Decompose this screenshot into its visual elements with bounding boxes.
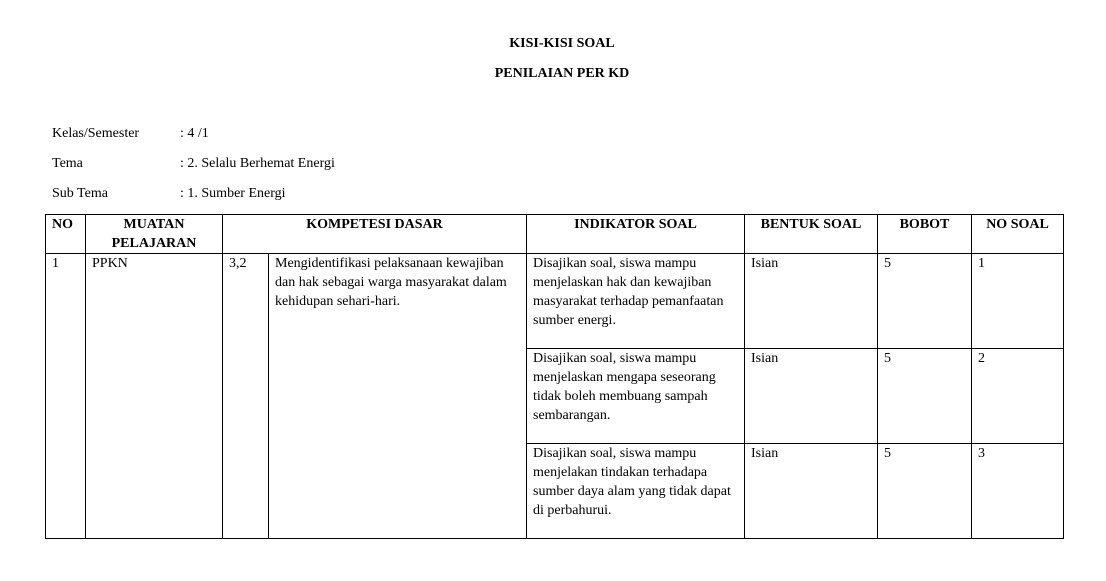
cell-indikator: Disajikan soal, siswa mampu menjelaskan mengapa seseorang tidak boleh membuang sampah sembarangan.: [527, 349, 745, 444]
col-header-bentuk: BENTUK SOAL: [745, 215, 878, 254]
kisi-table: [45, 214, 1064, 539]
cell-muatan: PPKN: [86, 254, 223, 539]
document-title: KISI-KISI SOAL: [509, 36, 615, 51]
cell-no-soal: 1: [972, 254, 1064, 349]
document-subtitle: PENILAIAN PER KD: [494, 66, 630, 81]
cell-bobot: 5: [878, 444, 972, 539]
cell-indikator: Disajikan soal, siswa mampu menjelaskan hak dan kewajiban masyarakat terhadap pemanfaatan sumber energi.: [527, 254, 745, 349]
meta-label-subtema: Sub Tema: [52, 186, 108, 201]
cell-no-soal: 3: [972, 444, 1064, 539]
meta-value-tema: : 2. Selalu Berhemat Energi: [180, 156, 335, 171]
meta-label-kelas: Kelas/Semester: [52, 126, 140, 141]
col-header-muatan: MUATAN PELAJARAN: [86, 215, 223, 254]
cell-bentuk: Isian: [745, 444, 878, 539]
meta-label-tema: Tema: [52, 156, 83, 171]
col-header-no-soal: NO SOAL: [972, 215, 1064, 254]
col-header-indikator: INDIKATOR SOAL: [527, 215, 745, 254]
meta-value-kelas: : 4 /1: [180, 126, 209, 141]
cell-indikator: Disajikan soal, siswa mampu menjelakan tindakan terhadapa sumber daya alam yang tidak dapat di perbahurui.: [527, 444, 745, 539]
cell-bentuk: Isian: [745, 349, 878, 444]
cell-bobot: 5: [878, 254, 972, 349]
cell-no-soal: 2: [972, 349, 1064, 444]
table-row: [46, 254, 1064, 349]
cell-kd-text: Mengidentifikasi pelaksanaan kewajiban dan hak sebagai warga masyarakat dalam kehidupan sehari-hari.: [269, 254, 527, 539]
table-header-row: [46, 215, 1064, 254]
cell-bobot: 5: [878, 349, 972, 444]
col-header-kd: KOMPETESI DASAR: [223, 215, 527, 254]
cell-kd-number: 3,2: [223, 254, 269, 539]
cell-bentuk: Isian: [745, 254, 878, 349]
col-header-bobot: BOBOT: [878, 215, 972, 254]
meta-value-subtema: : 1. Sumber Energi: [180, 186, 286, 201]
col-header-no: NO: [46, 215, 86, 254]
cell-no: 1: [46, 254, 86, 539]
